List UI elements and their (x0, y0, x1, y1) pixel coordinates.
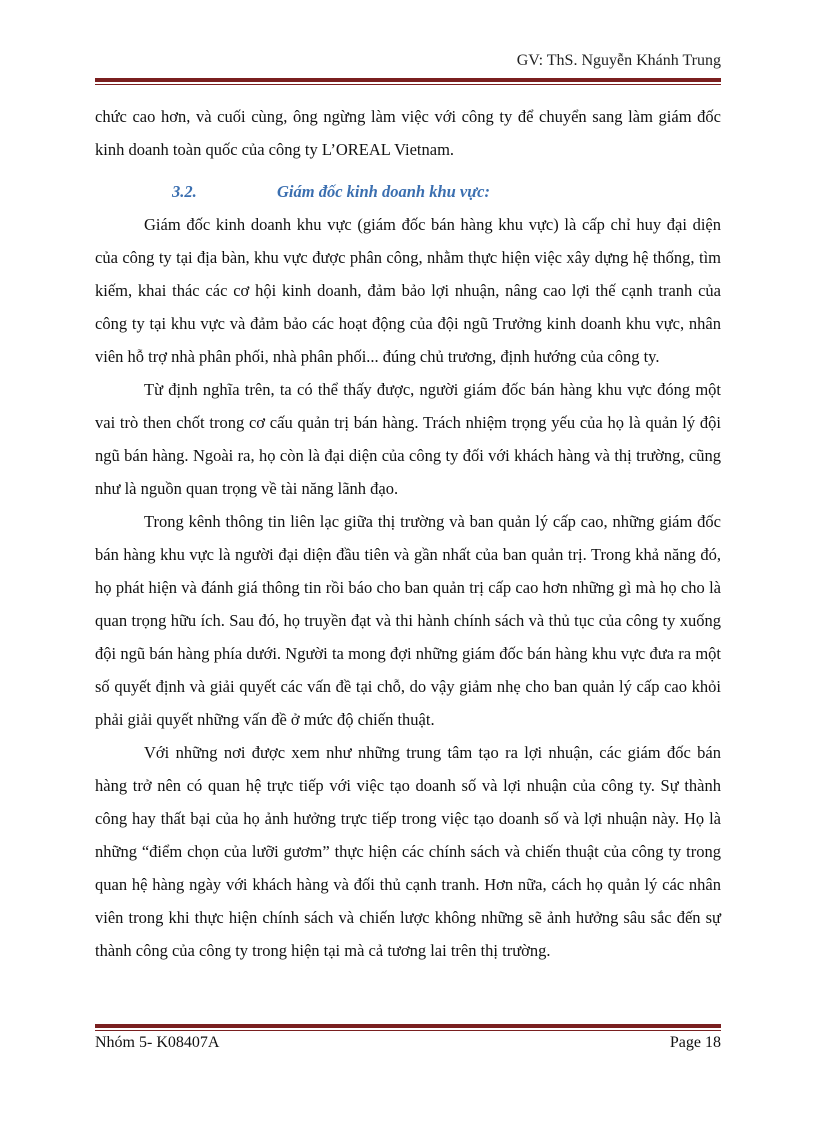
section-heading (95, 174, 721, 208)
header-rule (95, 78, 721, 85)
footer-rule (95, 1024, 721, 1031)
section-title: Giám đốc kinh doanh khu vực: (277, 181, 490, 201)
page-number: Page 18 (669, 1034, 721, 1051)
body-paragraph: Giám đốc kinh doanh khu vực (giám đốc bán hàng khu vực) là cấp chỉ huy đại diện của công ty tại địa bàn, khu vực được phân công, nhằm thực hiện việc xây dựng hệ thống, tìm kiếm, khai thác các cơ hội kinh doanh, đảm bảo lợi nhuận, nâng cao lợi thế cạnh tranh của công ty tại khu vực và đảm bảo các hoạt động của đội ngũ Trưởng kinh doanh khu vực, nhân viên hỗ trợ nhà phân phối, nhà phân phối... đúng chủ trương, định hướng của công ty. (95, 215, 721, 366)
section-number: 3.2. (172, 181, 197, 201)
header-rule-thin (95, 84, 721, 85)
body-paragraph: Từ định nghĩa trên, ta có thể thấy được, người giám đốc bán hàng khu vực đóng một vai trò then chốt trong cơ cấu quản trị bán hàng. Trách nhiệm trọng yếu của họ là quản lý đội ngũ bán hàng. Ngoài ra, họ còn là đại diện của công ty đối với khách hàng và thị trường, cũng như là nguồn quan trọng về tài năng lãnh đạo. (95, 380, 721, 498)
body-paragraph: Với những nơi được xem như những trung tâm tạo ra lợi nhuận, các giám đốc bán hàng trở nên có quan hệ trực tiếp với việc tạo doanh số và lợi nhuận của công ty. Sự thành công hay thất bại của họ ảnh hưởng trực tiếp trong việc tạo doanh số và lợi nhuận này. Họ là những “điểm chọn của lưỡi gươm” thực hiện các chính sách và chiến thuật của công ty trong quan hệ hàng ngày với khách hàng và đối thủ cạnh tranh. Hơn nữa, cách họ quản lý các nhân viên trong khi thực hiện chính sách và chiến lược không những sẽ ảnh hưởng sâu sắc đến sự thành công của công ty trong hiện tại mà cả tương lai trên thị trường. (95, 743, 721, 960)
footer-group: Nhóm 5- K08407A (95, 1034, 220, 1051)
intro-paragraph: chức cao hơn, và cuối cùng, ông ngừng làm việc với công ty để chuyển sang làm giám đốc kinh doanh toàn quốc của công ty L’OREAL Vietnam. (95, 107, 721, 159)
footer-rule-thick (95, 1024, 721, 1028)
header-instructor: GV: ThS. Nguyễn Khánh Trung (516, 52, 721, 69)
page-body (95, 100, 721, 967)
footer-rule-thin (95, 1030, 721, 1031)
header-rule-thick (95, 78, 721, 82)
body-paragraph: Trong kênh thông tin liên lạc giữa thị trường và ban quản lý cấp cao, những giám đốc bán hàng khu vực là người đại diện đầu tiên và gần nhất của ban quản trị. Trong khả năng đó, họ phát hiện và đánh giá thông tin rồi báo cho ban quản trị cấp cao hơn những gì mà họ cho là quan trọng hữu ích. Sau đó, họ truyền đạt và thi hành chính sách và thủ tục của công ty xuống đội ngũ bán hàng phía dưới. Người ta mong đợi những giám đốc bán hàng khu vực đưa ra một số quyết định và giải quyết các vấn đề tại chỗ, do vậy giảm nhẹ cho ban quản lý cấp cao khỏi phải giải quyết những vấn đề ở mức độ chiến thuật. (95, 512, 721, 729)
